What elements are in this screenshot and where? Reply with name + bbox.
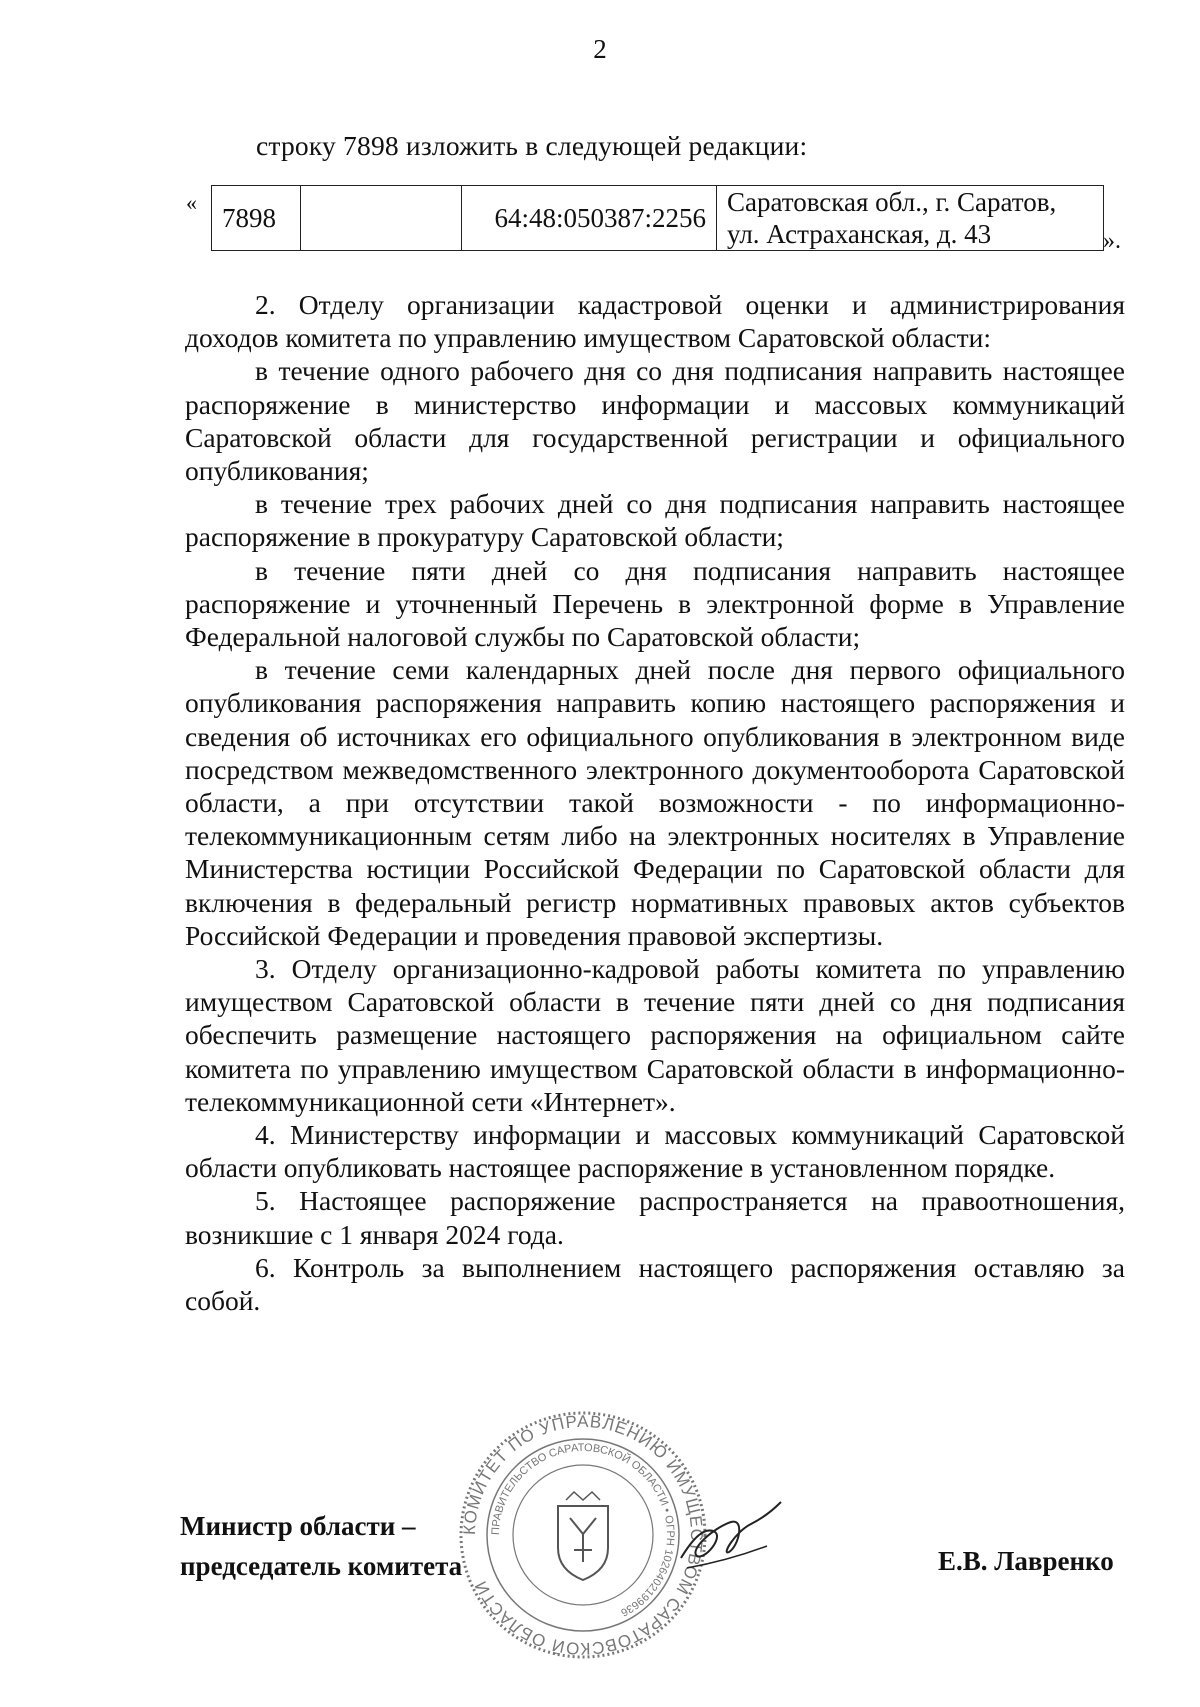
signatory-title-line-1: Министр области – bbox=[180, 1511, 416, 1541]
paragraph: в течение пяти дней со дня подписания направить настоящее распоряжение и уточненный Перечень в электронной форме в Управление Федеральной налоговой службы по Саратовской области; bbox=[185, 554, 1125, 653]
paragraph: в течение семи календарных дней после дня первого официального опубликования распоряжения направить копию настоящего распоряжения и сведения об источниках его официального опубликования в электронном виде посредством межведомственного электронного документооборота Саратовской области, а при отсутствии такой возможности - по информационно-телекоммуникационным сетям либо на электронных носителях в Управление Министерства юстиции Российской Федерации по Саратовской области для включения в федеральный регистр нормативных правовых актов субъектов Российской Федерации и проведения правовой экспертизы. bbox=[185, 654, 1125, 951]
closing-quote: ». bbox=[1103, 228, 1121, 254]
table-row bbox=[212, 186, 1104, 251]
paragraph: 3. Отделу организационно-кадровой работы комитета по управлению имуществом Саратовской области в течение пяти дней со дня подписания обеспечить размещение настоящего распоряжения на официальном сайте комитета по управлению имуществом Саратовской области в информационно-телекоммуникационной сети «Интернет». bbox=[185, 953, 1125, 1117]
official-seal bbox=[458, 1410, 708, 1660]
paragraph: 6. Контроль за выполнением настоящего распоряжения оставляю за собой. bbox=[185, 1251, 1125, 1317]
amendment-intro: строку 7898 изложить в следующей редакции: bbox=[256, 130, 808, 161]
address-cell bbox=[717, 186, 1104, 251]
coat-of-arms-icon bbox=[558, 1492, 608, 1580]
paragraph: 4. Министерству информации и массовых коммуникаций Саратовской области опубликовать настоящее распоряжение в установленном порядке. bbox=[185, 1119, 1125, 1184]
address-line-2: ул. Астраханская, д. 43 bbox=[727, 219, 992, 249]
address-line-1: Саратовская обл., г. Саратов, bbox=[727, 187, 1057, 217]
paragraph: 5. Настоящее распоряжение распространяется на правоотношения, возникшие с 1 января 2024 года. bbox=[185, 1185, 1125, 1250]
signatory-title-line-2: председатель комитета bbox=[180, 1551, 463, 1581]
paragraph: в течение трех рабочих дней со дня подписания направить настоящее распоряжение в прокуратуру Саратовской области; bbox=[185, 488, 1125, 553]
empty-cell bbox=[301, 186, 462, 251]
signatory-title bbox=[180, 1506, 462, 1586]
opening-quote: « bbox=[186, 190, 197, 215]
seal-inner-text: ПРАВИТЕЛЬСТВО САРАТОВСКОЙ ОБЛАСТИ • ОГРН 1026402199636 bbox=[489, 1441, 677, 1619]
paragraph: в течение одного рабочего дня со дня подписания направить настоящее распоряжение в министерство информации и массовых коммуникаций Саратовской области для государственной регистрации и официального опубликования; bbox=[185, 355, 1125, 487]
paragraph: 2. Отделу организации кадастровой оценки и администрирования доходов комитета по управлению имуществом Саратовской области: bbox=[185, 289, 1125, 354]
signatory-name: Е.В. Лавренко bbox=[938, 1546, 1114, 1576]
cadastral-number-cell: 64:48:050387:2256 bbox=[462, 186, 717, 251]
row-number-cell: 7898 bbox=[212, 186, 301, 251]
svg-text:ПРАВИТЕЛЬСТВО САРАТОВСКОЙ ОБЛА bbox=[490, 1442, 676, 1618]
document-body bbox=[185, 288, 1125, 1317]
page-number: 2 bbox=[593, 34, 607, 64]
amendment-table bbox=[211, 185, 1104, 251]
handwritten-signature bbox=[675, 1498, 785, 1580]
seal-outer-text: КОМИТЕТ ПО УПРАВЛЕНИЮ ИМУЩЕСТВОМ САРАТОВСКОЙ ОБЛАСТИ bbox=[459, 1411, 707, 1659]
